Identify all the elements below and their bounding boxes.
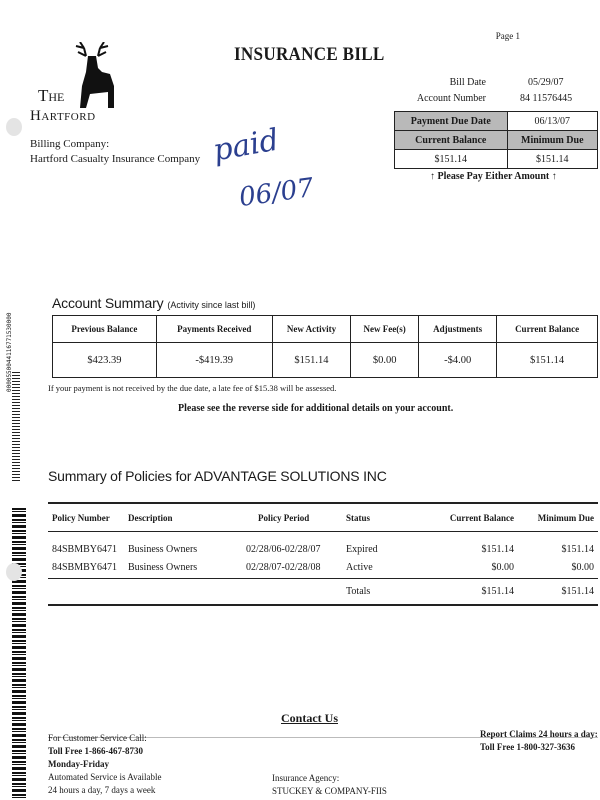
policy-status: Expired [346,544,378,555]
policy-current-balance: $0.00 [491,562,514,573]
insurance-agency-name: STUCKEY & COMPANY-FIIS [272,786,387,796]
stag-icon [64,42,120,112]
col-new-fees: New Fee(s) [351,316,419,343]
customer-service-days: Monday-Friday [48,759,110,769]
value-new-fees: $0.00 [351,343,419,378]
punch-hole [6,118,22,136]
totals-current-balance: $151.14 [481,586,514,597]
customer-service-label: For Customer Service Call: [48,733,147,743]
billing-company-label: Billing Company: [30,138,110,150]
value-payments-received: -$419.39 [156,343,272,378]
automated-service-hours: 24 hours a day, 7 days a week [48,785,156,795]
customer-service-block [48,732,162,797]
col-adjustments: Adjustments [419,316,497,343]
document-title: INSURANCE BILL [234,44,385,65]
policy-number: 84SBMBY6471 [52,544,118,555]
account-summary-title: Account Summary [52,295,164,311]
policy-minimum-due: $0.00 [571,562,594,573]
totals-minimum-due: $151.14 [561,586,594,597]
value-new-activity: $151.14 [272,343,350,378]
bill-date-label: Bill Date [449,77,486,88]
current-balance-label: Current Balance [395,131,508,150]
vertical-barcode-text: 0000550044116771530000 [6,312,13,392]
policy-status: Active [346,562,373,573]
page-number: Page 1 [495,31,520,41]
account-summary-table [52,315,598,378]
company-logo [20,42,140,142]
col-previous-balance: Previous Balance [53,316,157,343]
automated-service-note: Automated Service is Available [48,772,162,782]
policy-number: 84SBMBY6471 [52,562,118,573]
header-current-balance: Current Balance [449,513,514,523]
side-barcode [12,508,26,800]
policy-minimum-due: $151.14 [561,544,594,555]
report-claims-phone: Toll Free 1-800-327-3636 [480,742,575,752]
policies-bottom-rule [48,604,598,606]
handwritten-paid: paid [210,122,282,169]
account-summary-heading [52,295,255,313]
header-policy-number: Policy Number [52,513,110,523]
col-new-activity: New Activity [272,316,350,343]
payment-due-label: Payment Due Date [395,112,508,131]
current-balance-value: $151.14 [395,150,508,169]
policies-rows-rule [48,578,598,579]
contact-us-title: Contact Us [281,711,338,725]
policies-top-rule [48,502,598,504]
minimum-due-value: $151.14 [507,150,597,169]
customer-service-phone: Toll Free 1-866-467-8730 [48,746,143,756]
logo-text-the: The [38,86,65,105]
payment-due-value: 06/13/07 [507,112,597,131]
col-current-balance: Current Balance [497,316,598,343]
policies-header-rule [48,531,598,532]
value-adjustments: -$4.00 [419,343,497,378]
punch-hole [6,563,22,581]
account-number-value: 84 11576445 [520,93,573,104]
pay-either-instruction: ↑ Please Pay Either Amount ↑ [430,171,557,182]
policies-title: Summary of Policies for ADVANTAGE SOLUTIONS INC [48,468,387,484]
logo-text-hartford: Hartford [30,108,96,124]
claims-block [480,728,598,754]
vertical-barcode [12,372,20,482]
policy-description: Business Owners [128,562,198,573]
bill-date-value: 05/29/07 [528,77,564,88]
late-fee-note: If your payment is not received by the due date, a late fee of $15.38 will be assessed. [48,383,337,393]
header-description: Description [128,513,173,523]
insurance-agency-block [272,772,387,798]
policy-description: Business Owners [128,544,198,555]
handwritten-date: 06/07 [237,172,316,214]
col-payments-received: Payments Received [156,316,272,343]
report-claims-label: Report Claims 24 hours a day: [480,729,598,739]
header-minimum-due: Minimum Due [537,513,594,523]
billing-company-block [30,137,200,167]
header-status: Status [346,513,371,523]
payment-due-table [394,111,598,169]
billing-company-name: Hartford Casualty Insurance Company [30,153,201,165]
reverse-side-note: Please see the reverse side for additional details on your account. [178,403,454,414]
value-current-balance: $151.14 [497,343,598,378]
policy-period: 02/28/07-02/28/08 [246,562,321,573]
value-previous-balance: $423.39 [53,343,157,378]
account-number-label: Account Number [416,93,486,104]
totals-label: Totals [346,586,371,597]
header-policy-period: Policy Period [258,513,310,523]
policy-period: 02/28/06-02/28/07 [246,544,321,555]
insurance-agency-label: Insurance Agency: [272,773,340,783]
policy-current-balance: $151.14 [481,544,514,555]
account-summary-subtitle: (Activity since last bill) [167,300,256,310]
minimum-due-label: Minimum Due [507,131,597,150]
